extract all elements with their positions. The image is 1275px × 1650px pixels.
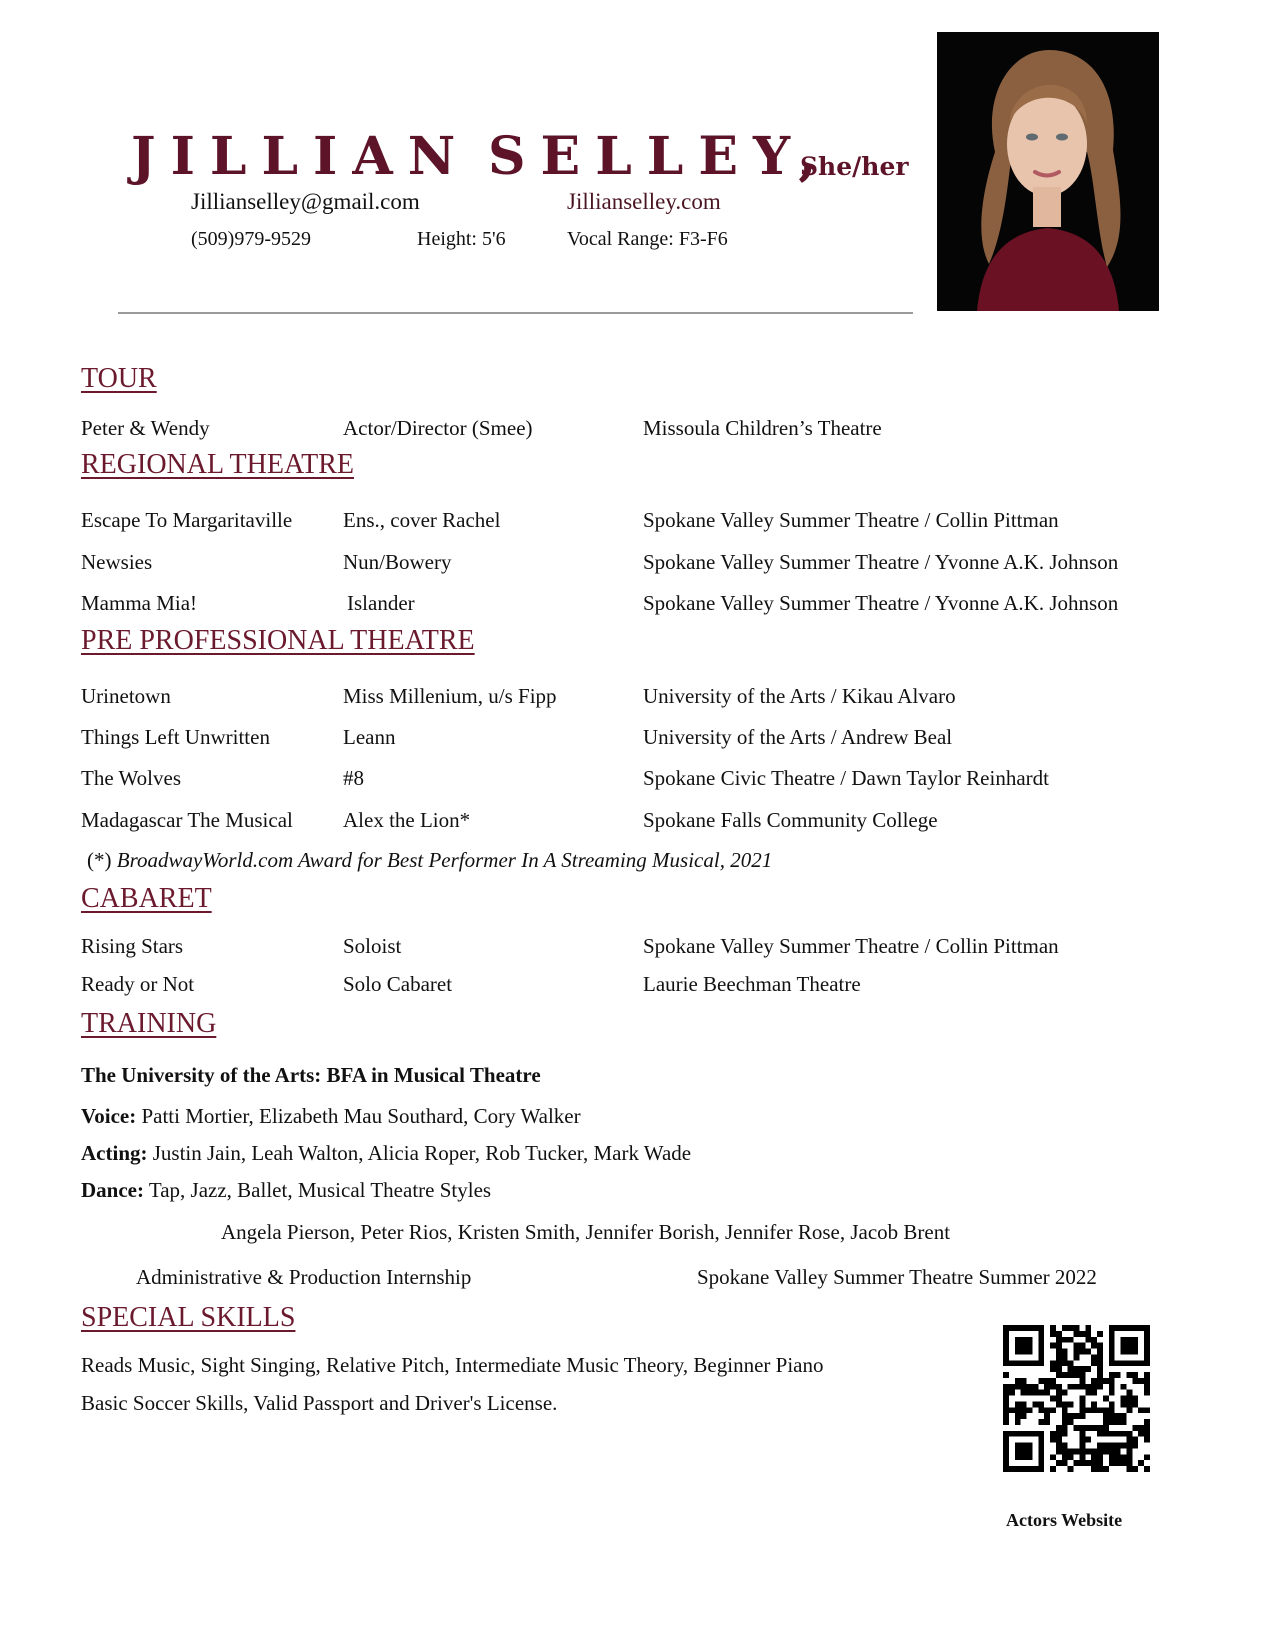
training-acting-teachers: Justin Jain, Leah Walton, Alicia Roper, Rob Tucker, Mark Wade: [152, 1141, 692, 1165]
vocal-range: Vocal Range: F3-F6: [567, 228, 728, 250]
credit-company: Spokane Valley Summer Theatre / Collin Pittman: [643, 508, 1059, 532]
credit-show: Rising Stars: [81, 934, 184, 958]
credit-show: Mamma Mia!: [81, 591, 198, 615]
credit-company: Spokane Valley Summer Theatre / Collin Pittman: [643, 934, 1059, 958]
training-school: The University of the Arts: BFA in Musical Theatre: [81, 1063, 541, 1087]
header-divider: [118, 312, 913, 314]
credit-company: Spokane Valley Summer Theatre / Yvonne A.K. Johnson: [643, 550, 1119, 574]
credit-role: Nun/Bowery: [343, 550, 452, 574]
training-dance-label: Dance:: [81, 1178, 144, 1202]
credit-show: Escape To Margaritaville: [81, 508, 293, 532]
website-link[interactable]: Jillianselley.com: [567, 189, 721, 214]
qr-caption: Actors Website: [1006, 1510, 1123, 1530]
award-note: [87, 848, 772, 873]
credit-role: Alex the Lion*: [343, 808, 471, 832]
credit-role: Miss Millenium, u/s Fipp: [343, 684, 557, 708]
training-voice-label: Voice:: [81, 1104, 137, 1128]
credit-show: Ready or Not: [81, 972, 195, 996]
training-dance-teachers: Angela Pierson, Peter Rios, Kristen Smith, Jennifer Borish, Jennifer Rose, Jacob Brent: [221, 1220, 951, 1244]
phone-number: (509)979-9529: [191, 228, 311, 250]
credit-role: Islander: [347, 591, 415, 615]
height: Height: 5'6: [417, 228, 506, 250]
training-voice: [81, 1104, 581, 1129]
credit-show: Madagascar The Musical: [81, 808, 293, 832]
training-acting-label: Acting:: [81, 1141, 148, 1165]
credit-show: The Wolves: [81, 766, 181, 790]
credit-show: Things Left Unwritten: [81, 725, 270, 749]
tour-show: Peter & Wendy: [81, 416, 210, 440]
credit-company: University of the Arts / Andrew Beal: [643, 725, 953, 749]
credit-company: Spokane Civic Theatre / Dawn Taylor Reinhardt: [643, 766, 1049, 790]
internship-place: Spokane Valley Summer Theatre Summer 2022: [697, 1265, 1097, 1289]
credit-role: Leann: [343, 725, 396, 749]
training-dance: [81, 1178, 491, 1203]
qr-code-graphic: [1003, 1325, 1150, 1472]
headshot-photo: [937, 32, 1159, 311]
tour-role: Actor/Director (Smee): [343, 416, 533, 440]
credit-company: Spokane Valley Summer Theatre / Yvonne A.K. Johnson: [643, 591, 1119, 615]
credit-role: Soloist: [343, 934, 402, 958]
section-heading-cabaret: CABARET: [81, 883, 212, 914]
credit-role: Solo Cabaret: [343, 972, 453, 996]
training-acting: [81, 1141, 691, 1166]
actor-first-name: JILLIAN: [131, 126, 471, 187]
section-heading-training: TRAINING: [81, 1008, 217, 1039]
credit-company: Laurie Beechman Theatre: [643, 972, 861, 996]
headshot-illustration: [937, 32, 1159, 311]
skills-line-1: Reads Music, Sight Singing, Relative Pitch, Intermediate Music Theory, Beginner Piano: [81, 1353, 824, 1377]
section-heading-skills: SPECIAL SKILLS: [81, 1302, 296, 1333]
tour-company: Missoula Children’s Theatre: [643, 416, 882, 440]
credit-company: University of the Arts / Kikau Alvaro: [643, 684, 956, 708]
training-voice-teachers: Patti Mortier, Elizabeth Mau Southard, Cory Walker: [141, 1104, 581, 1128]
credit-role: #8: [343, 766, 364, 790]
qr-code[interactable]: [1003, 1325, 1150, 1472]
award-note-marker: (*): [87, 848, 112, 872]
section-heading-preprofessional: PRE PROFESSIONAL THEATRE: [81, 625, 475, 656]
section-heading-regional: REGIONAL THEATRE: [81, 449, 354, 480]
email-link[interactable]: Jillianselley@gmail.com: [191, 189, 420, 214]
section-heading-tour: TOUR: [81, 363, 157, 394]
skills-line-2: Basic Soccer Skills, Valid Passport and Driver's License.: [81, 1391, 558, 1415]
credit-show: Urinetown: [81, 684, 171, 708]
training-dance-styles: Tap, Jazz, Ballet, Musical Theatre Styles: [148, 1178, 492, 1202]
pronouns: She/her: [800, 152, 909, 181]
credit-company: Spokane Falls Community College: [643, 808, 938, 832]
award-note-text: BroadwayWorld.com Award for Best Performer In A Streaming Musical, 2021: [116, 848, 773, 872]
internship-title: Administrative & Production Internship: [136, 1265, 472, 1289]
actor-last-name: SELLEY,: [488, 126, 832, 187]
credit-role: Ens., cover Rachel: [343, 508, 501, 532]
credit-show: Newsies: [81, 550, 153, 574]
